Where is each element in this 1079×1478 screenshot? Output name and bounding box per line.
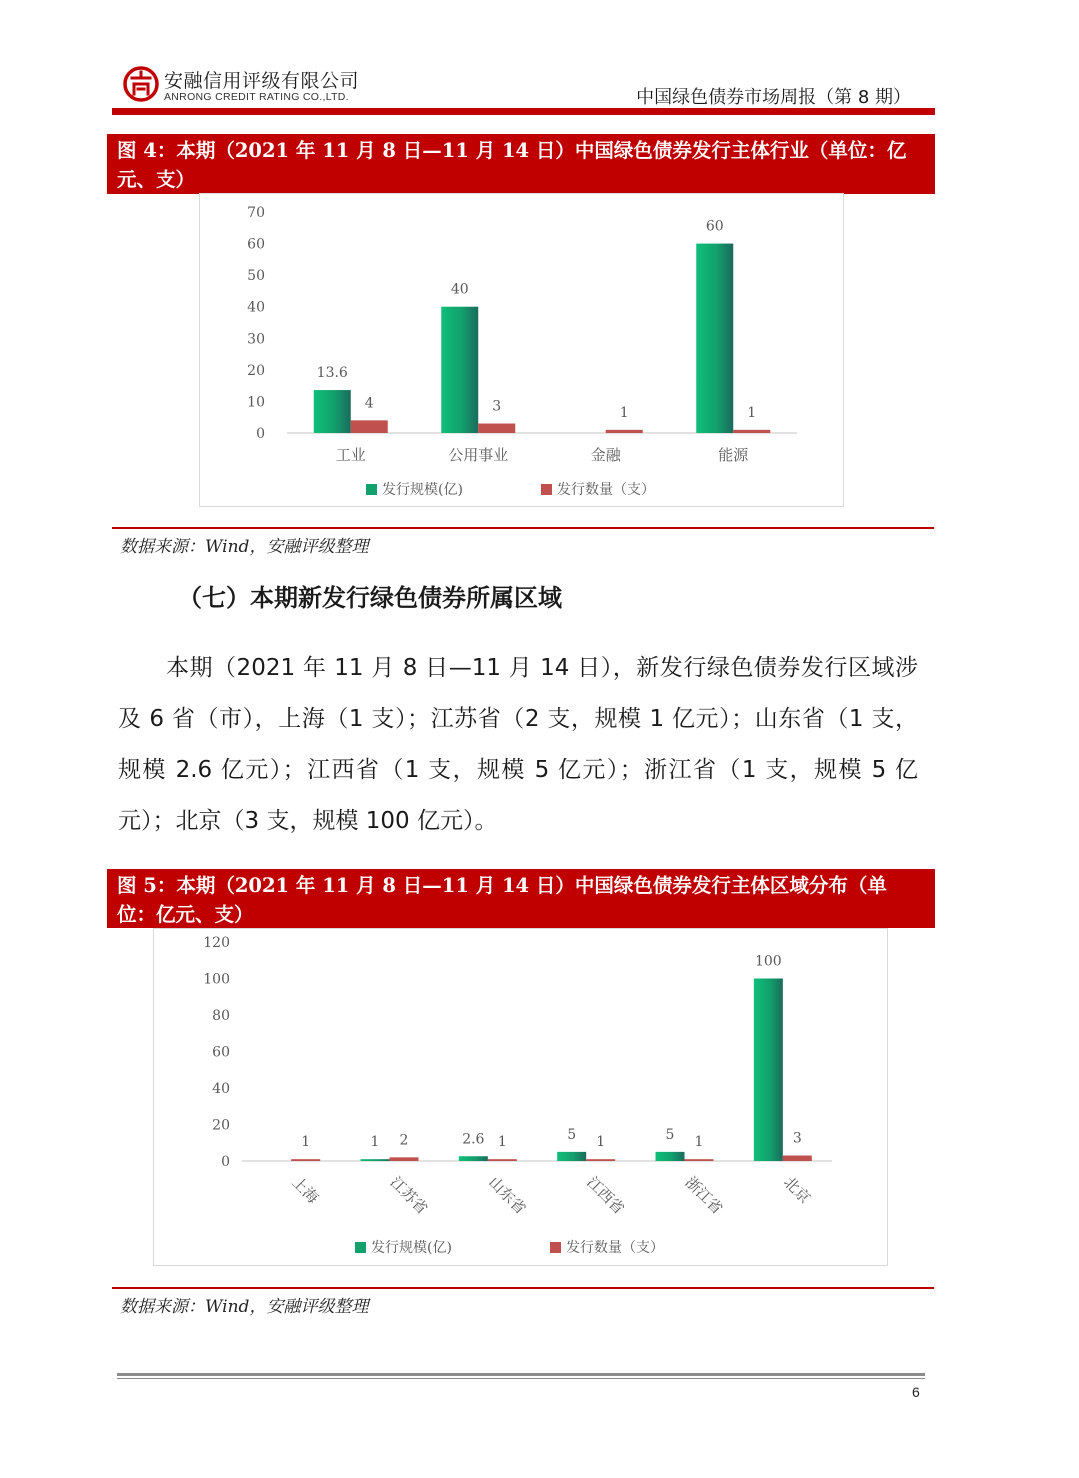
legend-label: 发行规模(亿): [371, 1240, 452, 1256]
x-category-label: 公用事业: [448, 446, 509, 464]
bar-issue-count: [733, 430, 770, 433]
data-label: 1: [596, 1134, 606, 1151]
x-category-label: 江苏省: [386, 1173, 432, 1218]
source-divider: [112, 527, 934, 529]
bar-issue-scale: [361, 1159, 390, 1161]
y-tick-label: 70: [247, 205, 265, 221]
data-label: 1: [301, 1134, 311, 1151]
footer-divider-thin: [117, 1378, 925, 1379]
figure-4-source: 数据来源：Wind，安融评级整理: [120, 537, 369, 557]
data-label: 2: [399, 1132, 409, 1149]
bar-issue-scale: [557, 1152, 586, 1161]
x-category-label: 山东省: [485, 1173, 530, 1218]
report-title: 中国绿色债券市场周报（第 8 期）: [636, 87, 911, 108]
industry-chart: [199, 193, 844, 507]
data-label: 13.6: [316, 365, 348, 382]
y-tick-label: 60: [247, 236, 265, 253]
page-number: 6: [912, 1384, 920, 1400]
data-label: 4: [364, 395, 374, 412]
y-tick-label: 30: [247, 331, 265, 348]
data-label: 3: [492, 398, 502, 415]
x-category-label: 金融: [590, 446, 621, 464]
x-category-label: 能源: [718, 446, 749, 464]
x-category-label: 江西省: [583, 1173, 628, 1218]
figure-5-source: 数据来源：Wind，安融评级整理: [120, 1297, 369, 1317]
data-label: 1: [694, 1134, 704, 1151]
bar-issue-scale: [754, 979, 783, 1162]
region-chart: [153, 928, 888, 1266]
bar-issue-count: [586, 1159, 615, 1161]
y-tick-label: 40: [212, 1081, 230, 1097]
footer-divider: [117, 1373, 925, 1376]
header-divider: [112, 108, 935, 115]
bar-issue-count: [685, 1159, 714, 1161]
y-tick-label: 100: [203, 971, 230, 988]
bar-issue-count: [606, 430, 643, 433]
y-tick-label: 20: [212, 1117, 230, 1134]
legend-swatch: [366, 484, 377, 495]
y-tick-label: 20: [247, 362, 265, 379]
y-tick-label: 40: [247, 299, 265, 316]
bar-issue-count: [488, 1159, 517, 1161]
data-label: 1: [747, 404, 757, 421]
data-label: 1: [370, 1134, 380, 1151]
data-label: 2.6: [462, 1131, 485, 1148]
section-heading: （七）本期新发行绿色债券所属区域: [178, 584, 562, 612]
bar-issue-scale: [314, 390, 351, 433]
bar-issue-scale: [459, 1156, 488, 1161]
legend-swatch: [355, 1242, 366, 1253]
data-label: 100: [754, 953, 782, 970]
legend-label: 发行数量（支）: [566, 1240, 664, 1256]
y-tick-label: 50: [247, 268, 265, 285]
x-category-label: 浙江省: [681, 1173, 727, 1218]
data-label: 60: [705, 218, 724, 235]
bar-issue-scale: [656, 1152, 685, 1161]
data-label: 1: [497, 1134, 507, 1151]
bar-issue-count: [783, 1156, 812, 1161]
company-name-cn: 安融信用评级有限公司: [164, 70, 360, 92]
bar-issue-scale: [441, 307, 478, 433]
bar-issue-scale: [696, 244, 733, 433]
bar-issue-count: [291, 1159, 320, 1161]
y-tick-label: 0: [221, 1154, 230, 1170]
data-label: 1: [619, 404, 629, 421]
x-category-label: 北京: [780, 1173, 814, 1208]
legend-swatch: [550, 1242, 561, 1253]
legend-swatch: [541, 484, 552, 495]
source-divider: [112, 1287, 934, 1289]
figure-4-caption: 图 4：本期（2021 年 11 月 8 日—11 月 14 日）中国绿色债券发行主体行业（单位：亿元、支）: [107, 134, 935, 194]
legend-label: 发行数量（支）: [557, 482, 655, 498]
anrong-logo-icon: [123, 66, 159, 102]
figure-5-caption: 图 5：本期（2021 年 11 月 8 日—11 月 14 日）中国绿色债券发行主体区域分布（单位：亿元、支）: [107, 869, 935, 928]
body-paragraph: 本期（2021 年 11 月 8 日—11 月 14 日），新发行绿色债券发行区域涉及 6 省（市），上海（1 支）；江苏省（2 支，规模 1 亿元）；山东省（1 支，规模 2.6 亿元）；江西省（1 支，规模 5 亿元）；浙江省（1 支，规模 5 亿元）；北京（3 支，规模 100 亿元）。: [118, 655, 918, 834]
bar-issue-count: [390, 1157, 419, 1161]
data-label: 40: [450, 281, 469, 298]
legend-label: 发行规模(亿): [382, 482, 463, 498]
data-label: 5: [567, 1126, 577, 1143]
y-tick-label: 120: [203, 935, 230, 951]
bar-issue-count: [478, 424, 515, 433]
y-tick-label: 0: [256, 426, 265, 442]
company-name-en: ANRONG CREDIT RATING CO.,LTD.: [164, 91, 349, 103]
data-label: 5: [665, 1126, 675, 1143]
y-tick-label: 60: [212, 1044, 230, 1061]
y-tick-label: 80: [212, 1008, 230, 1024]
y-tick-label: 10: [247, 394, 265, 411]
bar-issue-count: [351, 420, 388, 433]
data-label: 3: [792, 1130, 802, 1147]
x-category-label: 工业: [335, 446, 366, 464]
x-category-label: 上海: [288, 1173, 323, 1208]
